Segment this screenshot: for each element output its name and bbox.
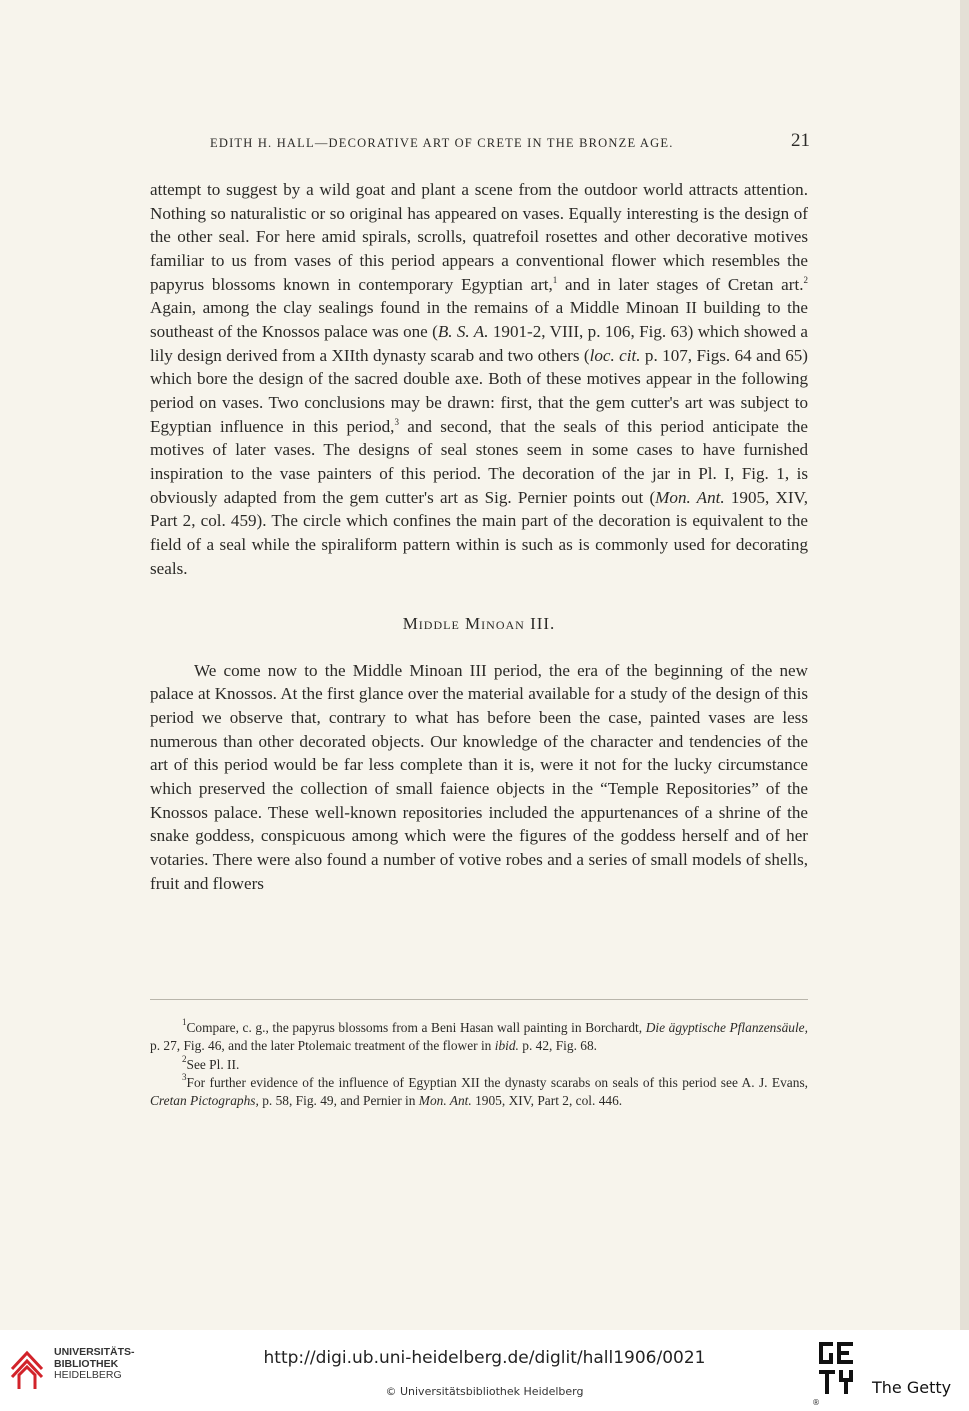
page-number: 21 [791, 130, 810, 151]
getty-logo-icon[interactable] [815, 1340, 859, 1398]
body-text [150, 178, 808, 895]
paragraph-2: We come now to the Middle Minoan III period, the era of the beginning of the new palace at Knossos. At the first glance over the material available for a study of the design of this period we observe that, contrary to what has before been the case, painted vases are less numerous than other decorated objects. Our knowledge of the character and tendencies of the art of this period would be far less complete than it is, were it not for the lucky circumstance which preserved the collection of small faience objects in the “Temple Repositories” of the Knossos palace. These well-known repositories included the appurtenances of a shrine of the snake goddess, conspicuous among which were the figures of the goddess herself and of her votaries. There were also found a number of votive robes and a series of small models of shells, fruit and flowers [150, 660, 808, 893]
footnote-2: $^2$See Pl. II. [182, 1053, 240, 1072]
footnote-1: $^1$Compare, c. g., the papyrus blossoms from a Beni Hasan wall painting in Borchardt, Die ägyptische Pflanzensäule, p. 27, Fig. 46, and the later Ptolemaic treatment of the flower in ibid. p. 42, Fig. 68. [150, 1017, 808, 1054]
registered-mark: ® [812, 1398, 820, 1407]
footnote-ref-3[interactable]: 3 [394, 416, 399, 427]
copyright-notice: © Universitätsbibliothek Heidelberg [385, 1385, 584, 1398]
running-head-title: EDITH H. HALL—DECORATIVE ART OF CRETE IN THE BRONZE AGE. [210, 136, 674, 150]
page-edge [960, 0, 969, 1330]
footnote-ref-2[interactable]: 2 [803, 274, 808, 285]
permalink-url[interactable]: http://digi.ub.uni-heidelberg.de/diglit/hall1906/0021 [263, 1348, 706, 1368]
footnote-3: $^3$For further evidence of the influence of Egyptian XII the dynasty scarabs on seals of this period see A. J. Evans, Cretan Pictographs, p. 58, Fig. 49, and Pernier in Mon. Ant. 1905, XIV, Part 2, col. 446. [150, 1071, 808, 1109]
viewer-footer [0, 1330, 969, 1411]
university-library-name: UNIVERSITÄTS- BIBLIOTHEK HEIDELBERG [54, 1346, 135, 1381]
getty-label: The Getty [872, 1378, 952, 1397]
footnote-ref-1[interactable]: 1 [552, 274, 558, 285]
paragraph-1: attempt to suggest by a wild goat and plant a scene from the outdoor world attracts attention. Nothing so naturalistic or so original has appeared on vases. Equally interesting is the design of the other seal. For here amid spirals, scrolls, quatrefoil rosettes and other decorative motives familiar to us from vases of this period appears a conventional flower which resembles the papyrus blossoms known in contemporary Egyptian art,$^1$ and in later stages of Cretan art.$^2$ Again, among the clay sealings found in the remains of a Middle Minoan II building to the southeast of the Knossos palace was one (B. S. A. 1901-2, VIII, p. 106, Fig. 63) which showed a lily design derived from a XIIth dynasty scarab and two others (loc. cit. p. 107, Figs. 64 and 65) which bore the design of the sacred double axe. Both of these motives appear in the following period on vases. Two conclusions may be drawn: first, that the gem cutter's art was subject to Egyptian influence in this period,$^3$ and second, that the seals of this period anticipate the motives of later vases. The designs of seal stones seem in some cases to have furnished inspiration to the vase painters of this period. The decoration of the jar in Pl. I, Fig. 1, is obviously adapted from the gem cutter's art as Sig. Pernier points out (Mon. Ant. 1905, XIV, Part 2, col. 459). The circle which confines the main part of the decoration is equivalent to the field of a seal while the spiraliform pattern within is such as is commonly used for decorating seals. [150, 180, 808, 578]
footnotes [150, 1019, 808, 1110]
section-heading: Middle Minoan III. [402, 614, 556, 634]
footnote-rule [150, 999, 808, 1000]
